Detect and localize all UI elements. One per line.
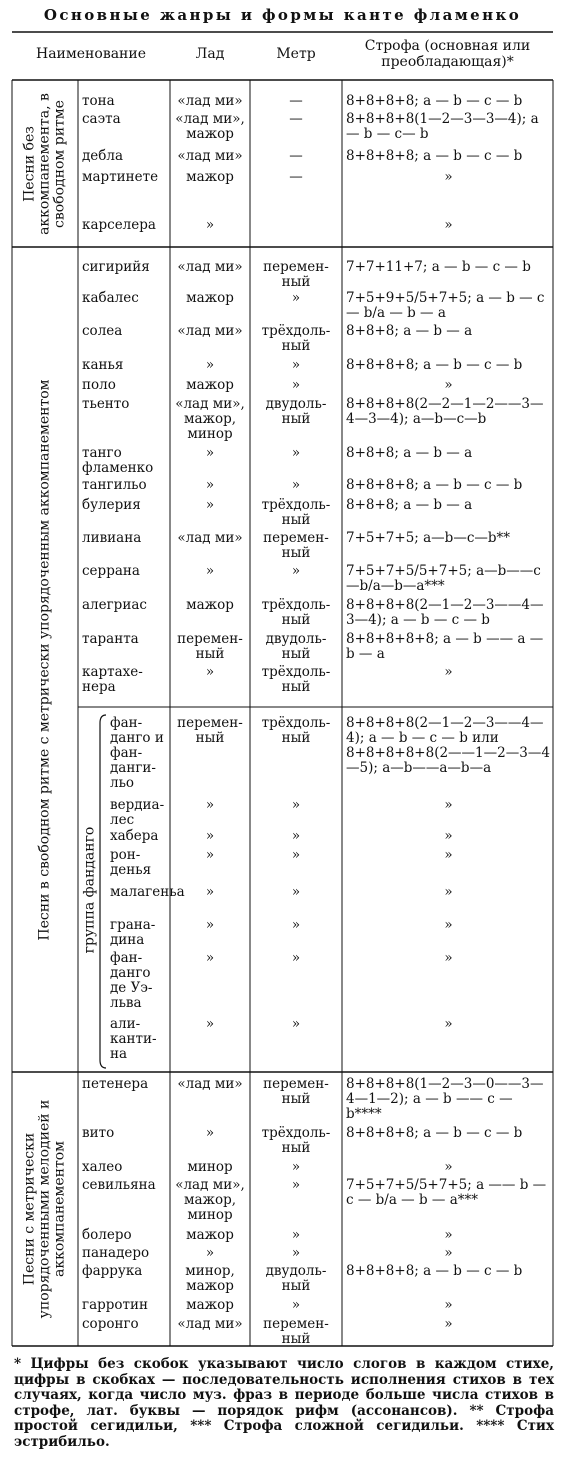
row-name: кабалес — [82, 290, 139, 306]
row-strofa: » — [444, 884, 453, 900]
row-name: грана-дина — [110, 917, 156, 948]
row-name: булерия — [82, 497, 141, 513]
row-lad: «лад ми» — [177, 323, 243, 339]
row-name: али-канти-на — [110, 1016, 157, 1062]
row-strofa: 8+8+8+8; а — b — с — b — [346, 93, 523, 109]
row-strofa: » — [444, 1316, 453, 1332]
row-name: канья — [82, 357, 124, 373]
row-lad: «лад ми» — [177, 1076, 243, 1092]
row-name: малагеньа — [110, 884, 185, 900]
row-metr: » — [291, 1159, 301, 1175]
row-strofa: 7+5+7+5; а—b—с—b** — [346, 530, 511, 546]
row-lad: » — [205, 917, 215, 933]
row-name: вито — [82, 1125, 115, 1141]
row-strofa: » — [444, 169, 453, 185]
subgroup-brace — [100, 715, 106, 1068]
row-lad: мажор — [186, 377, 234, 393]
row-lad: » — [205, 477, 215, 493]
row-name: дебла — [82, 148, 124, 164]
row-strofa: 8+8+8; а — b — а — [346, 445, 473, 461]
row-lad: » — [205, 664, 215, 680]
row-name: танго фламенко — [82, 445, 154, 476]
row-name: хабера — [110, 828, 159, 844]
row-lad: » — [205, 1245, 215, 1261]
row-strofa: » — [444, 377, 453, 393]
row-name: тьенто — [82, 396, 130, 412]
row-name: ливиана — [82, 530, 142, 546]
row-metr: перемен-ный — [263, 1316, 329, 1347]
row-metr: трёхдоль-ный — [261, 323, 331, 354]
row-lad: «лад ми» — [177, 259, 243, 275]
row-strofa: 8+8+8+8; а — b — с — b — [346, 1263, 523, 1279]
row-name: тангильо — [82, 477, 147, 493]
row-name: соронго — [82, 1316, 139, 1332]
row-strofa: » — [444, 1227, 453, 1243]
row-name: рон-денья — [110, 847, 152, 878]
row-metr: перемен-ный — [263, 1076, 329, 1107]
row-lad: «лад ми» — [177, 93, 243, 109]
row-strofa: 8+8+8+8(2—1—2—3——4—4); а — b — с — b или 8+8+8+8+8(2——1—2—3—4—5); а—b——а—b—а — [346, 715, 550, 776]
row-strofa: » — [444, 797, 453, 813]
row-metr: » — [291, 847, 301, 863]
row-metr: перемен-ный — [263, 259, 329, 290]
row-metr: » — [291, 357, 301, 373]
row-name: поло — [82, 377, 116, 393]
row-strofa: » — [444, 828, 453, 844]
row-metr: — — [289, 111, 303, 127]
row-lad: » — [205, 1125, 215, 1141]
row-lad: «лад ми» — [177, 1316, 243, 1332]
row-metr: » — [291, 477, 301, 493]
row-strofa: » — [444, 1159, 453, 1175]
row-strofa: 7+5+7+5/5+7+5; а —— b — с — b/а — b — а*** — [346, 1177, 547, 1208]
row-name: вердиа-лес — [110, 797, 165, 828]
row-strofa: 7+7+11+7; а — b — с — b — [346, 259, 531, 275]
row-strofa: 8+8+8+8(1—2—3—0——3—4—1—2); а — b —— с — b**** — [346, 1076, 544, 1122]
row-name: картахе-нера — [82, 664, 143, 695]
footnote: * Цифры без скобок указывают число слогов в каждом стихе, цифры в скобках — последовательность исполнения стихов в тех случаях, когда число муз. фраз в периоде больше числа стихов в строфе, лат. буквы — порядок рифм (ассонансов). ** Строфа простой сегидильи, *** Строфа сложной сегидильи. **** Стих эстрибильо. — [14, 1356, 554, 1450]
row-lad: перемен-ный — [177, 715, 243, 746]
row-strofa: » — [444, 950, 453, 966]
row-strofa: 8+8+8+8(2—1—2—3——4—3—4); а — b — с — b — [346, 597, 544, 628]
row-strofa: 8+8+8+8; а — b — с — b — [346, 477, 523, 493]
row-lad: «лад ми» — [177, 530, 243, 546]
row-lad: минор, мажор — [185, 1263, 235, 1294]
row-strofa: » — [444, 217, 453, 233]
row-metr: » — [291, 884, 301, 900]
row-lad: мажор — [186, 597, 234, 613]
row-name: саэта — [82, 111, 121, 127]
column-header: Метр — [276, 46, 316, 62]
row-lad: «лад ми», мажор, минор — [175, 396, 245, 442]
row-metr: двудоль-ный — [265, 631, 327, 662]
row-strofa: » — [444, 1297, 453, 1313]
row-strofa: 8+8+8+8; а — b — с — b — [346, 148, 523, 164]
row-lad: » — [205, 884, 215, 900]
row-metr: — — [289, 93, 303, 109]
row-name: болеро — [82, 1227, 132, 1243]
row-name: таранта — [82, 631, 139, 647]
row-metr: двудоль-ный — [265, 396, 327, 427]
row-lad: «лад ми» — [177, 148, 243, 164]
row-strofa: » — [444, 847, 453, 863]
row-metr: » — [291, 563, 301, 579]
row-strofa: 8+8+8+8(2—2—1—2——3—4—3—4); а—b—с—b — [346, 396, 544, 427]
row-metr: » — [291, 950, 301, 966]
row-name: фаррука — [82, 1263, 143, 1279]
row-metr: — — [289, 148, 303, 164]
row-metr: » — [291, 1016, 301, 1032]
row-lad: » — [205, 563, 215, 579]
row-name: тона — [82, 93, 115, 109]
row-strofa: 7+5+7+5/5+7+5; а—b——с—b/а—b—а*** — [346, 563, 541, 594]
row-metr: » — [291, 290, 301, 306]
row-metr: » — [291, 445, 301, 461]
row-name: фан-данго де Уэ-льва — [110, 950, 153, 1011]
row-metr: » — [291, 1245, 301, 1261]
row-metr: трёхдоль-ный — [261, 1125, 331, 1156]
row-lad: » — [205, 217, 215, 233]
row-name: серрана — [82, 563, 140, 579]
row-strofa: 8+8+8+8+8; а — b —— а — b — а — [346, 631, 544, 662]
row-strofa: 8+8+8+8(1—2—3—3—4); а — b — с— b — [346, 111, 539, 142]
row-name: севильяна — [82, 1177, 156, 1193]
row-strofa: 7+5+9+5/5+7+5; а — b — с — b/а — b — а — [346, 290, 545, 321]
row-metr: » — [291, 797, 301, 813]
row-metr: » — [291, 1297, 301, 1313]
row-name: карселера — [82, 217, 156, 233]
row-strofa: » — [444, 664, 453, 680]
row-metr: трёхдоль-ный — [261, 664, 331, 695]
column-header: Наименование — [36, 46, 146, 62]
group-label: Песни без аккомпанемента, в свободном ритме — [21, 92, 68, 235]
row-metr: » — [291, 1227, 301, 1243]
group-label: Песни с метрически упорядоченными мелодией и аккомпанементом — [21, 1099, 68, 1319]
row-metr: трёхдоль-ный — [261, 715, 331, 746]
row-lad: перемен-ный — [177, 631, 243, 662]
row-metr: двудоль-ный — [265, 1263, 327, 1294]
row-lad: «лад ми», мажор — [175, 111, 245, 142]
row-lad: » — [205, 497, 215, 513]
row-metr: » — [291, 377, 301, 393]
row-name: алегриас — [82, 597, 147, 613]
row-strofa: » — [444, 1016, 453, 1032]
row-name: сигирийя — [82, 259, 150, 275]
row-lad: » — [205, 1016, 215, 1032]
row-lad: мажор — [186, 1297, 234, 1313]
row-strofa: 8+8+8; а — b — а — [346, 323, 473, 339]
row-metr: » — [291, 828, 301, 844]
row-lad: » — [205, 950, 215, 966]
row-lad: » — [205, 797, 215, 813]
row-name: панадеро — [82, 1245, 150, 1261]
row-lad: мажор — [186, 290, 234, 306]
row-metr: — — [289, 169, 303, 185]
row-lad: » — [205, 847, 215, 863]
row-strofa: 8+8+8+8; а — b — с — b — [346, 1125, 523, 1141]
row-metr: » — [291, 1177, 301, 1193]
row-lad: «лад ми», мажор, минор — [175, 1177, 245, 1223]
row-name: гарротин — [82, 1297, 148, 1313]
group-label: Песни в свободном ритме с метрически упорядоченным аккомпанементом — [36, 378, 53, 941]
row-name: халео — [82, 1159, 123, 1175]
column-header: Строфа (основная или преобладающая)* — [364, 38, 531, 70]
row-lad: мажор — [186, 169, 234, 185]
row-lad: » — [205, 357, 215, 373]
row-lad: минор — [187, 1159, 233, 1175]
row-metr: трёхдоль-ный — [261, 497, 331, 528]
row-name: петенера — [82, 1076, 149, 1092]
row-name: мартинете — [82, 169, 159, 185]
row-lad: » — [205, 445, 215, 461]
row-strofa: 8+8+8; а — b — а — [346, 497, 473, 513]
row-strofa: » — [444, 917, 453, 933]
row-metr: трёхдоль-ный — [261, 597, 331, 628]
row-name: солеа — [82, 323, 123, 339]
row-strofa: » — [444, 1245, 453, 1261]
row-name: фан-данго и фан-данги-льо — [110, 715, 164, 791]
row-metr: » — [291, 917, 301, 933]
column-header: Лад — [195, 46, 225, 62]
row-lad: » — [205, 828, 215, 844]
subgroup-label: группа фанданго — [81, 826, 98, 953]
table-title: Основные жанры и формы канте фламенко — [43, 6, 522, 24]
row-lad: мажор — [186, 1227, 234, 1243]
row-metr: перемен-ный — [263, 530, 329, 561]
row-strofa: 8+8+8+8; а — b — с — b — [346, 357, 523, 373]
